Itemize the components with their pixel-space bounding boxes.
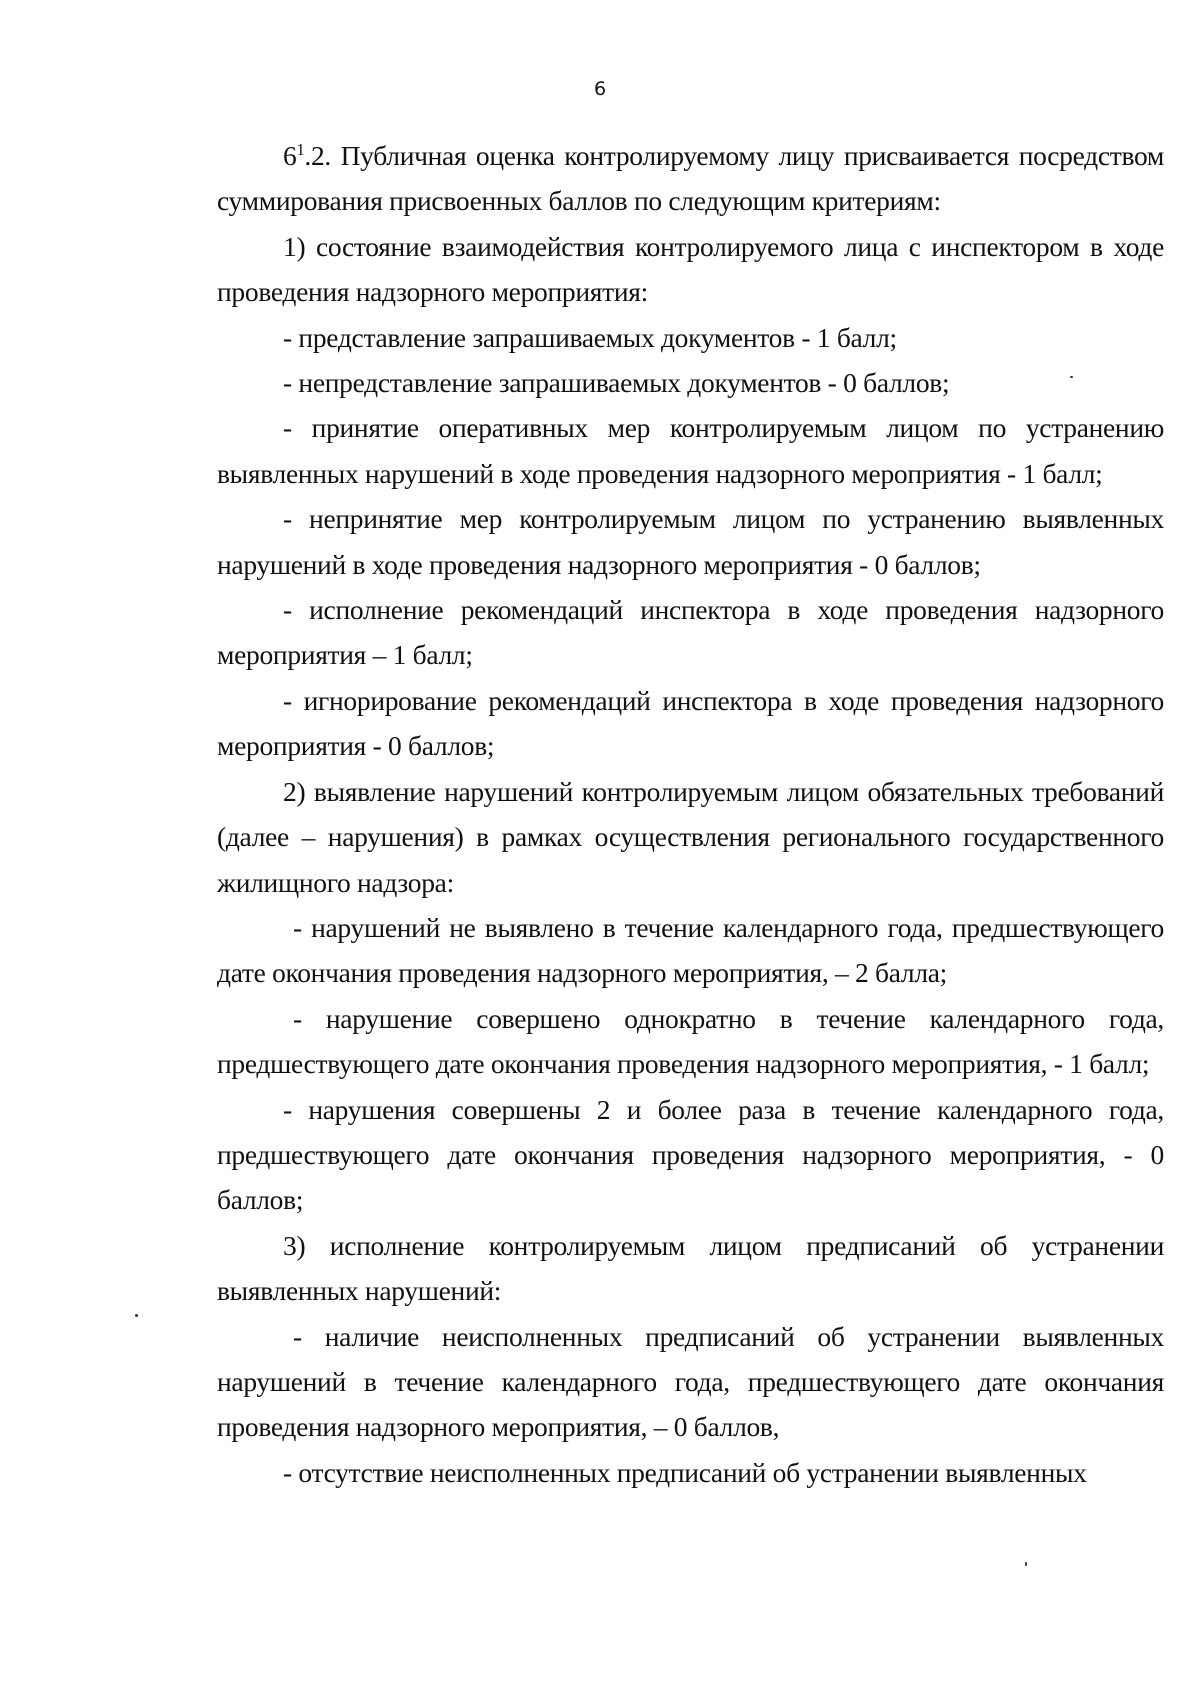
document-body (217, 133, 1164, 1495)
scan-speck (135, 1314, 138, 1317)
paragraph-item: - представление запрашиваемых документов - 1 балл; (283, 321, 897, 353)
scan-speck (1025, 1562, 1027, 1566)
paragraph-criterion-2: 2) выявление нарушений контролируемым лицом обязательных требований (далее – нарушения) в рамках осуществления регионального государственного жилищного надзора: (217, 775, 1164, 898)
paragraph-item: - отсутствие неисполненных предписаний об устранении выявленных (283, 1456, 1087, 1488)
paragraph-item: - игнорирование рекомендаций инспектора в ходе проведения надзорного мероприятия - 0 баллов; (217, 684, 1164, 762)
paragraph-text: .2. Публичная оценка контролируемому лицу присваивается посредством суммирования присвоенных баллов по следующим критериям: (217, 140, 1164, 217)
paragraph-item: - нарушение совершено однократно в течение календарного года, предшествующего дате окончания проведения надзорного мероприятия, - 1 балл; (217, 1002, 1164, 1080)
paragraph-item: - принятие оперативных мер контролируемым лицом по устранению выявленных нарушений в ходе проведения надзорного мероприятия - 1 балл; (217, 412, 1164, 489)
paragraph-item: - непринятие мер контролируемым лицом по устранению выявленных нарушений в ходе проведения надзорного мероприятия - 0 баллов; (217, 503, 1164, 580)
paragraph-criterion-3: 3) исполнение контролируемым лицом предписаний об устранении выявленных нарушений: (217, 1229, 1164, 1307)
paragraph-number: 6 (283, 140, 297, 171)
scan-speck (1070, 376, 1073, 378)
paragraph-item: - наличие неисполненных предписаний об устранении выявленных нарушений в течение календарного года, предшествующего дате окончания проведения надзорного мероприятия, – 0 баллов, (217, 1320, 1164, 1443)
paragraph-criterion-1: 1) состояние взаимодействия контролируемого лица с инспектором в ходе проведения надзорного мероприятия: (217, 230, 1164, 308)
paragraph-item: - нарушения совершены 2 и более раза в течение календарного года, предшествующего дате окончания проведения надзорного мероприятия, - 0 баллов; (217, 1093, 1164, 1216)
paragraph-item: - непредставление запрашиваемых документов - 0 баллов; (283, 367, 950, 399)
paragraph-6-1-2 (217, 133, 1164, 224)
page-number: 6 (593, 78, 607, 100)
paragraph-superscript: 1 (296, 139, 305, 159)
paragraph-item: - исполнение рекомендаций инспектора в ходе проведения надзорного мероприятия – 1 балл; (217, 594, 1164, 671)
paragraph-item: - нарушений не выявлено в течение календарного года, предшествующего дате окончания проведения надзорного мероприятия, – 2 балла; (217, 911, 1164, 989)
